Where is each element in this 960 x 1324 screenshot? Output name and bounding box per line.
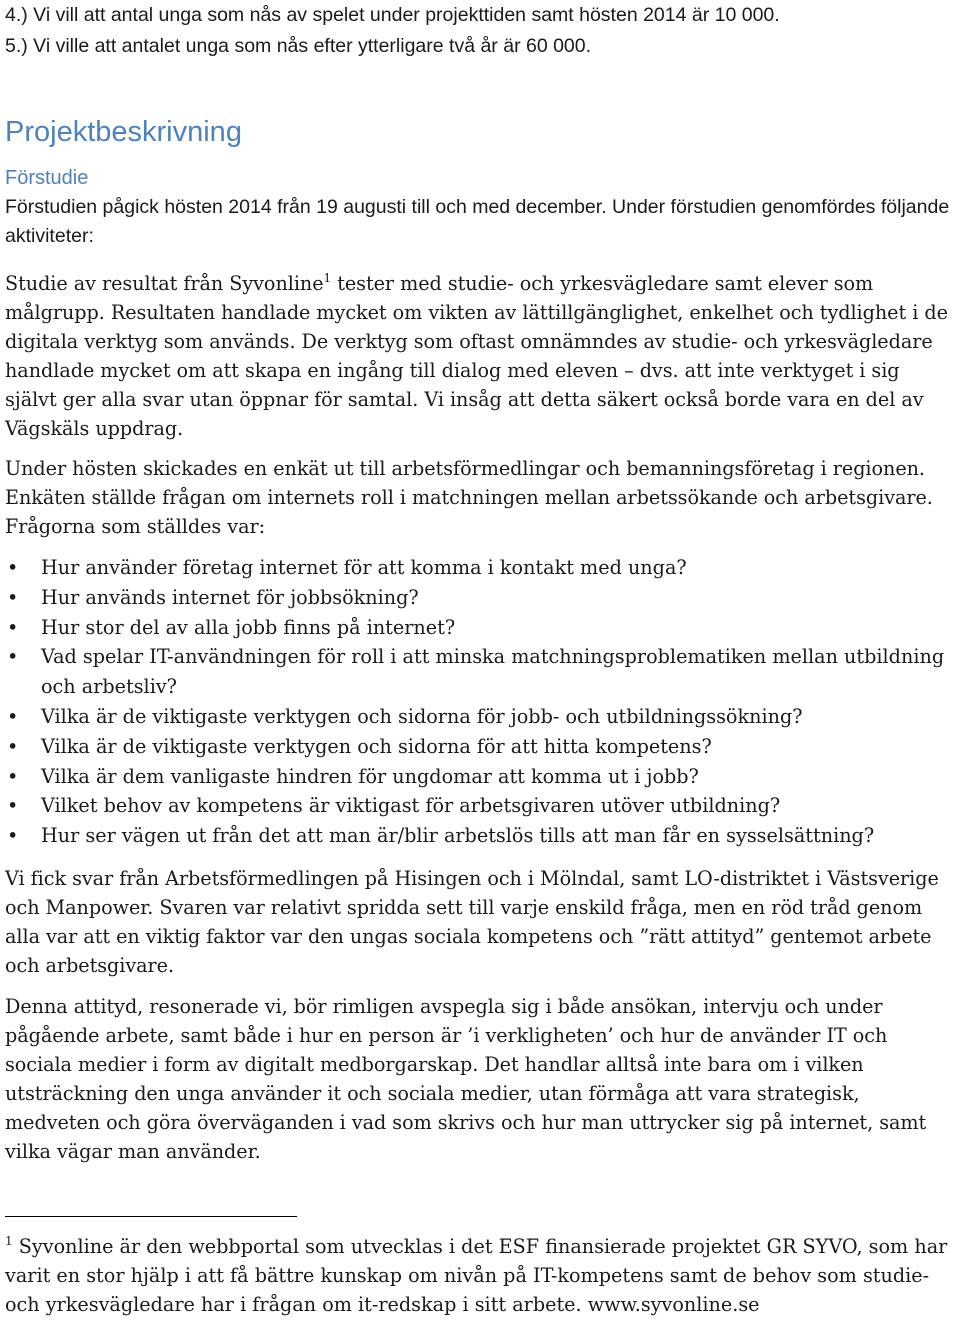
paragraph-study-rest: tester med studie- och yrkesvägledare samt elever som målgrupp. Resultaten handlade mycket om vikten av lättillgänglighet, enkelhet och tydlighet i de digitala verktyg som används. De verktyg som oftast omnämndes av studie- och yrkesvägledare handlade mycket om att skapa en ingång till dialog med eleven – dvs. att inte verktyget i sig självt ger alla svar utan öppnar för samtal. Vi insåg att detta säkert också borde vara en del av Vägskäls uppdrag.	[5, 272, 948, 440]
intro-paragraph: Förstudien pågick hösten 2014 från 19 augusti till och med december. Under förstudien genomfördes följande aktiviteter:	[5, 196, 950, 247]
footnote-divider	[5, 1216, 297, 1217]
goal-5: 5.) Vi ville att antalet unga som nås efter ytterligare två år är 60 000.	[5, 35, 592, 57]
question-text: Vilka är de viktigaste verktygen och sidorna för att hitta kompetens?	[41, 734, 712, 758]
bullet-icon: •	[7, 764, 19, 788]
bullet-icon: •	[7, 585, 19, 609]
list-item	[5, 821, 953, 851]
footnote-number: 1	[5, 1233, 13, 1248]
question-text: Hur används internet för jobbsökning?	[41, 585, 419, 609]
question-text: Vilka är dem vanligaste hindren för ungdomar att komma ut i jobb?	[41, 764, 699, 788]
bullet-icon: •	[7, 734, 19, 758]
question-text: Vilket behov av kompetens är viktigast för arbetsgivaren utöver utbildning?	[41, 794, 781, 818]
question-list	[5, 553, 953, 851]
paragraph-responses: Vi fick svar från Arbetsförmedlingen på Hisingen och i Mölndal, samt LO-distriktet i Västsverige och Manpower. Svaren var relativt spridda sett till varje enskild fråga, men en röd tråd genom alla var att en viktig faktor var den ungas sociala kompetens och ”rätt attityd” gentemot arbete och arbetsgivare.	[5, 866, 939, 977]
list-item	[5, 702, 953, 732]
question-text: Hur använder företag internet för att komma i kontakt med unga?	[41, 556, 687, 579]
footnote	[5, 1232, 953, 1319]
list-item	[5, 613, 953, 643]
question-text: Vilka är de viktigaste verktygen och sidorna för jobb- och utbildningssökning?	[41, 704, 803, 728]
list-item	[5, 583, 953, 613]
subsection-heading: Förstudie	[5, 167, 89, 189]
list-item	[5, 553, 953, 583]
list-item	[5, 732, 953, 762]
goal-4: 4.) Vi vill att antal unga som nås av spelet under projekttiden samt hösten 2014 är 10 000.	[5, 4, 780, 26]
section-heading: Projektbeskrivning	[5, 116, 242, 148]
bullet-icon: •	[7, 645, 19, 669]
list-item	[5, 762, 953, 792]
paragraph-attitude: Denna attityd, resonerade vi, bör rimligen avspegla sig i både ansökan, intervju och under pågående arbete, samt både i hur en person är ’i verkligheten’ och hur de använder IT och sociala medier i form av digitalt medborgarskap. Det handlar alltså inte bara om i vilken utsträckning den unga använder it och sociala medier, utan förmåga att vara strategisk, medveten och göra överväganden i vad som skrivs och hur man uttrycker sig på internet, samt vilka vägar man använder.	[5, 994, 927, 1163]
question-text: Vad spelar IT-användningen för roll i att minska matchningsproblematiken mellan utbildning och arbetsliv?	[41, 645, 945, 699]
bullet-icon: •	[7, 794, 19, 818]
paragraph-study-start: Studie av resultat från Syvonline	[5, 272, 324, 295]
paragraph-survey: Under hösten skickades en enkät ut till arbetsförmedlingar och bemanningsföretag i regionen. Enkäten ställde frågan om internets roll i matchningen mellan arbetssökande och arbetsgivare. Frågorna som ställdes var:	[5, 457, 933, 538]
bullet-icon: •	[7, 615, 19, 639]
document-page	[5, 0, 953, 1319]
bullet-icon: •	[7, 824, 19, 848]
list-item	[5, 791, 953, 821]
footnote-text: Syvonline är den webbportal som utvecklas i det ESF finansierade projektet GR SYVO, som har varit en stor hjälp i att få bättre kunskap om nivån på IT-kompetens samt de behov som studie- och yrkesvägledare har i frågan om it-redskap i sitt arbete. www.syvonline.se	[5, 1234, 948, 1316]
footnote-reference: 1	[323, 271, 332, 285]
paragraph-study	[5, 269, 953, 443]
bullet-icon: •	[7, 704, 19, 728]
list-item	[5, 642, 953, 702]
question-text: Hur stor del av alla jobb finns på internet?	[41, 615, 456, 639]
question-text: Hur ser vägen ut från det att man är/blir arbetslös tills att man får en sysselsättning?	[41, 824, 875, 848]
bullet-icon: •	[7, 556, 19, 579]
